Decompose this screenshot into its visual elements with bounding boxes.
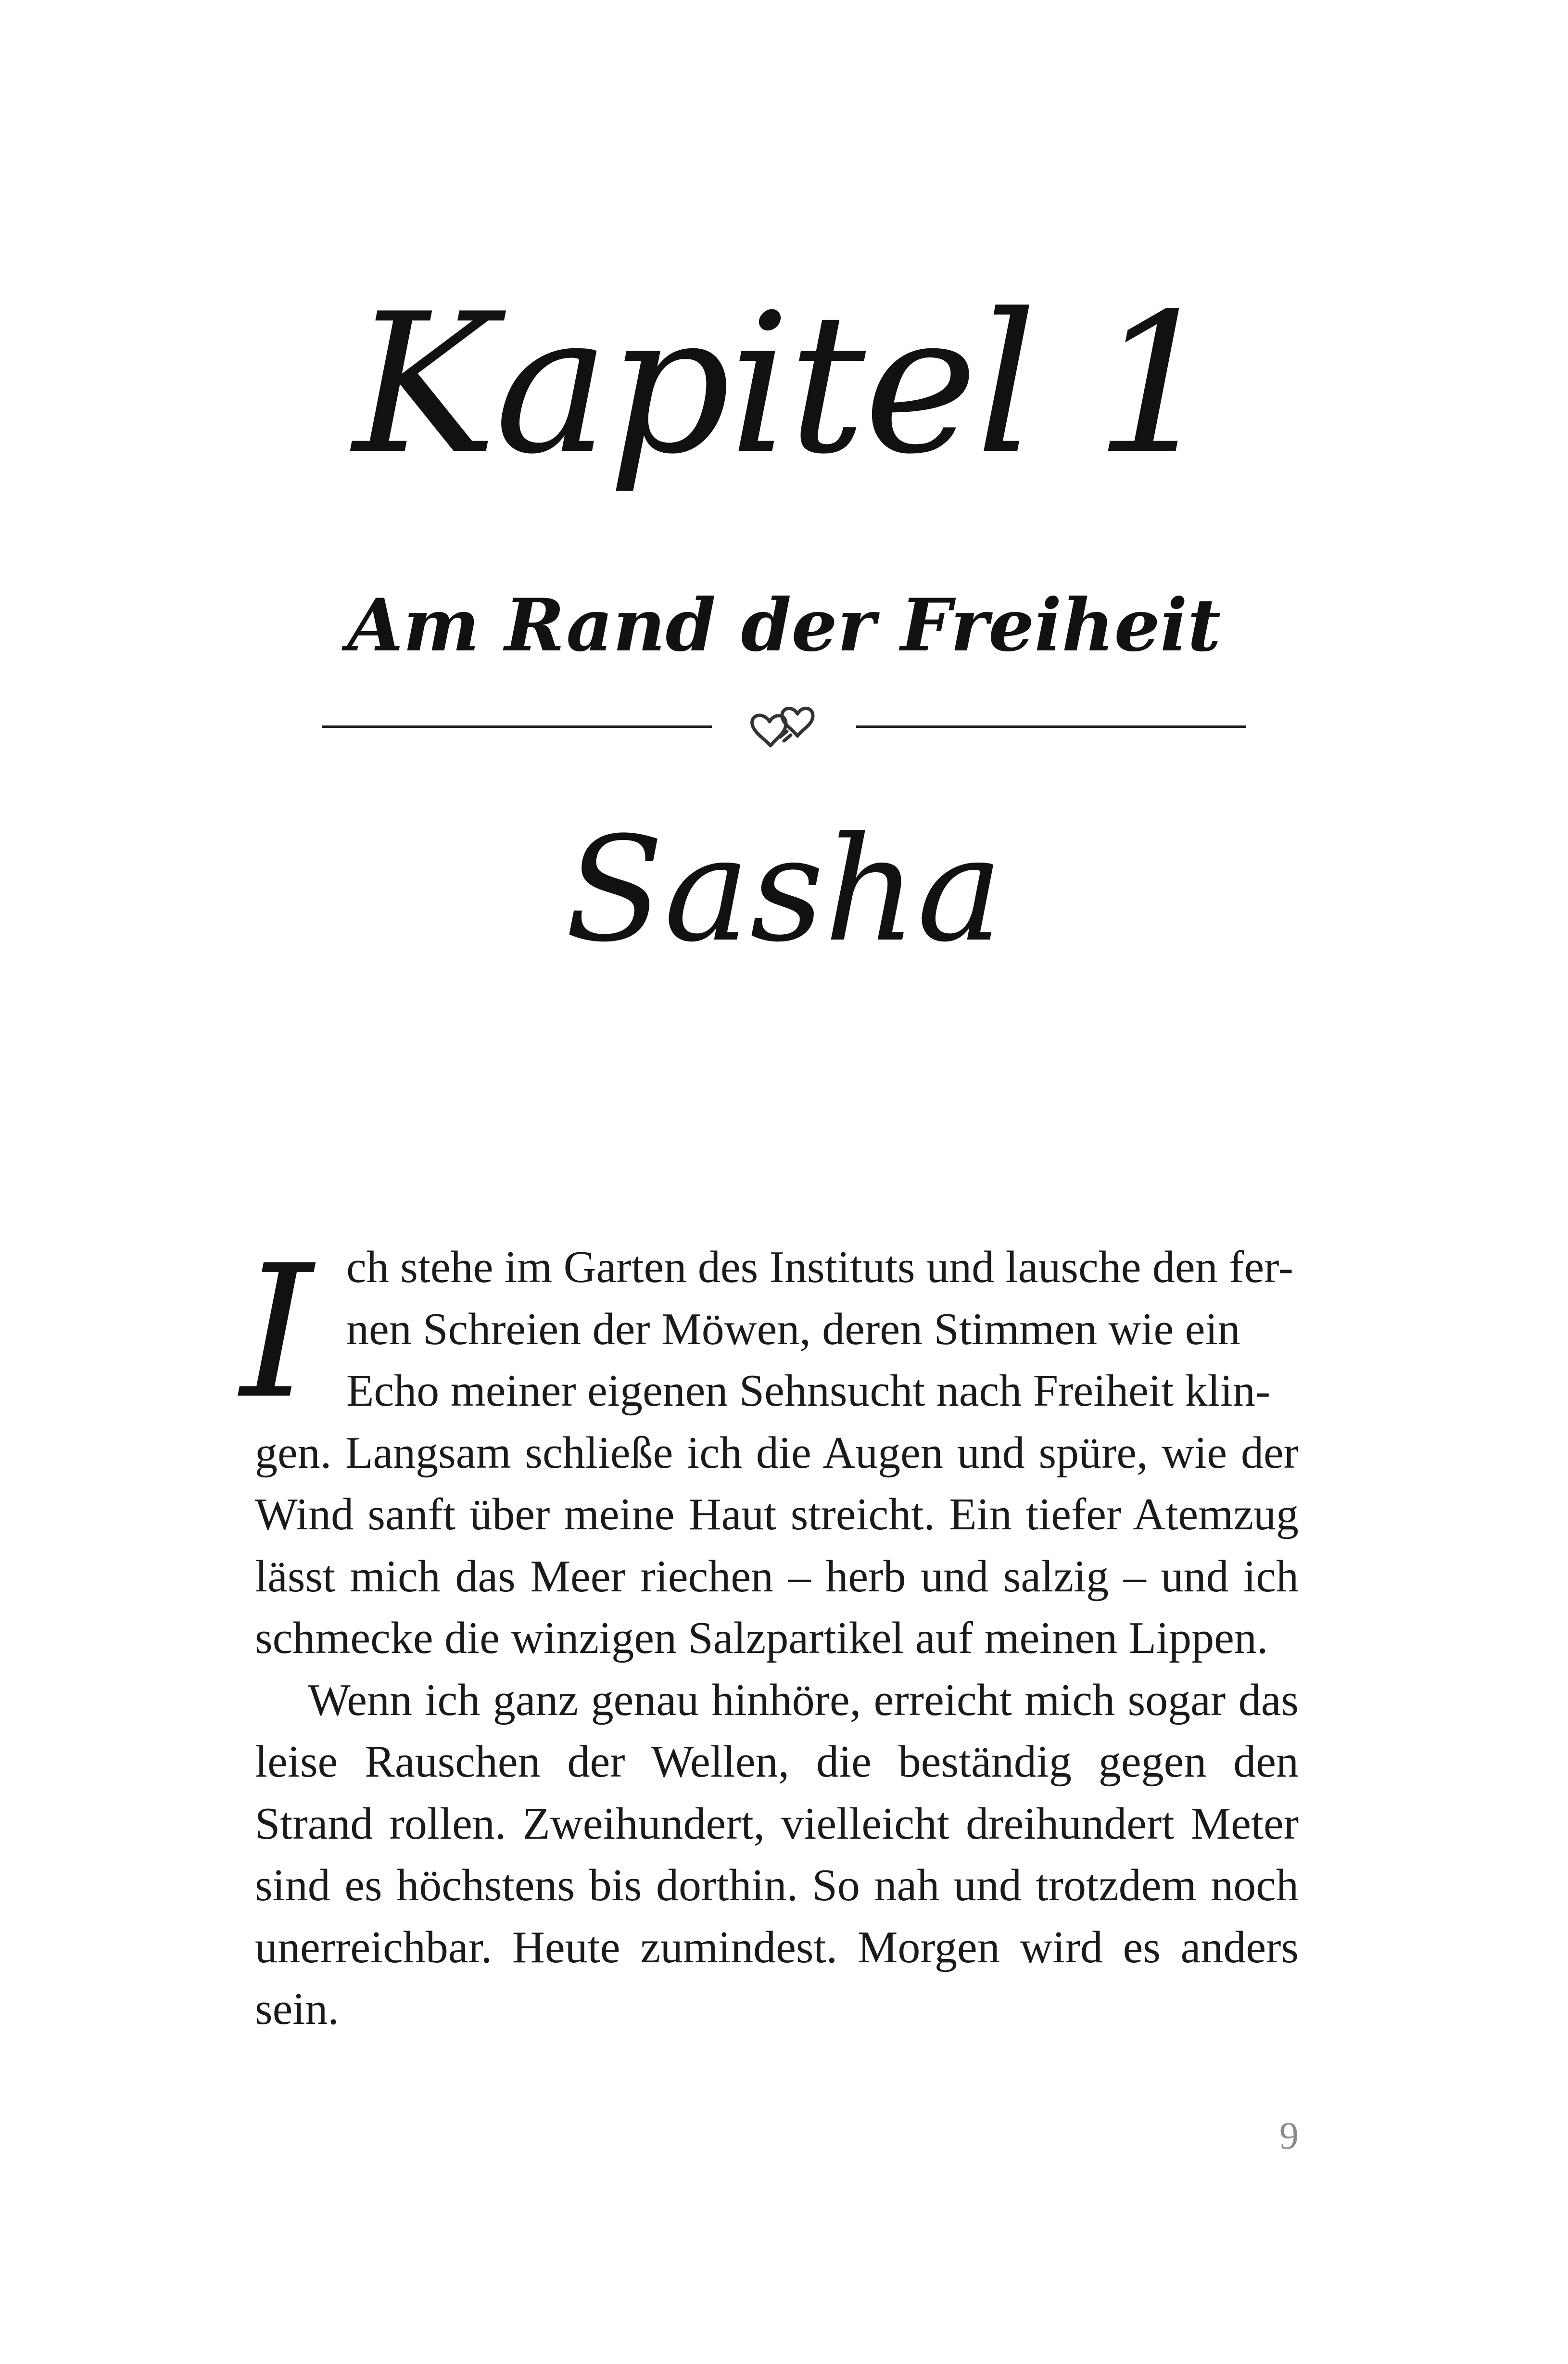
pov-character-name: Sasha: [565, 806, 1003, 974]
paragraph: [255, 1236, 1299, 1669]
chapter-divider: [322, 693, 1246, 760]
paragraph-intro-line: ch stehe im Garten des Instituts und lausche den fer-: [346, 1242, 1293, 1292]
chapter-title: Kapitel 1: [353, 273, 1215, 496]
hearts-ornament-icon: [736, 693, 832, 760]
divider-rule-left: [322, 725, 712, 728]
drop-cap: I: [240, 1226, 313, 1439]
paragraph-text: gen. Langsam schließe ich die Augen und spüre, wie der Wind sanft über meine Haut streicht. Ein tiefer Atemzug lässt mich das Meer riechen – herb und salzig – und ich schmecke die winzigen Salzpartikel auf meinen Lippen.: [255, 1427, 1299, 1663]
paragraph: Wenn ich ganz genau hinhöre, erreicht mich sogar das leise Rauschen der Wellen, die beständig gegen den Strand rollen. Zweihundert, vielleicht dreihundert Meter sind es höchstens bis dorthin. So nah und trotzdem noch unerreichbar. Heute zumindest. Morgen wird es anders sein.: [255, 1675, 1299, 2034]
divider-rule-right: [856, 725, 1246, 728]
chapter-body: [255, 1236, 1299, 2040]
page-number: 9: [1279, 2115, 1299, 2157]
paragraph-intro-line: Echo meiner eigenen Sehnsucht nach Freiheit klin-: [346, 1366, 1271, 1416]
paragraph-intro-line: nen Schreien der Möwen, deren Stimmen wie ein: [346, 1304, 1240, 1354]
chapter-subtitle: Am Rand der Freiheit: [347, 583, 1221, 668]
